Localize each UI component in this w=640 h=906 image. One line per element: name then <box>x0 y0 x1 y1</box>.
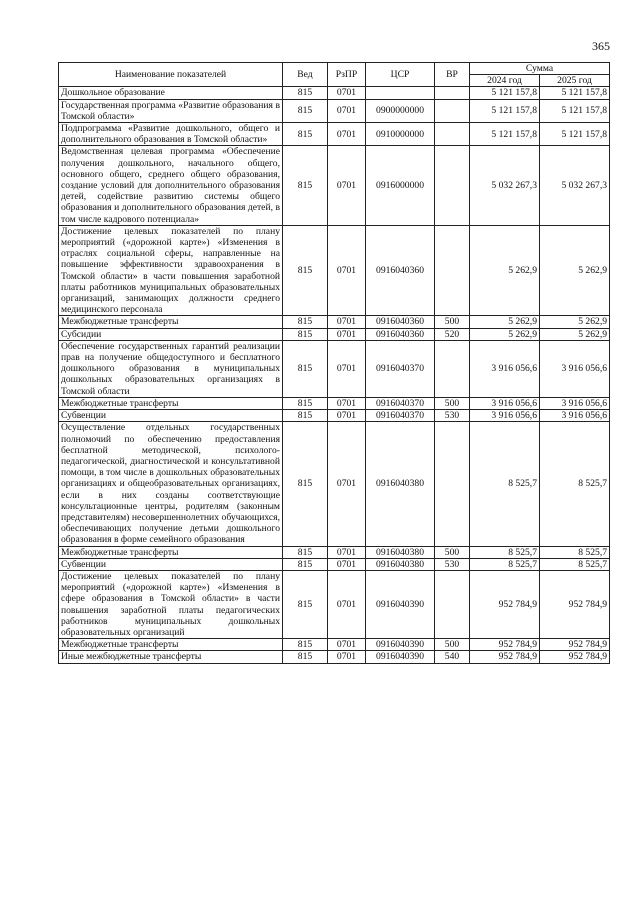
cell-name: Осуществление отдельных государственных полномочий по обеспечению предоставления бесплатной методической, психолого-педагогической, диагностической и консультативной помощи, в том числе в дошкольных образовательных организациях и общеобразовательных организациях, если в них созданы соответствующие консультационные центры, родителям (законным представителям) несовершеннолетних обучающихся, обеспечивающих получение детьми дошкольного образования в форме семейного образования <box>59 422 283 546</box>
cell-ved: 815 <box>283 225 328 316</box>
cell-ved: 815 <box>283 397 328 409</box>
cell-name: Подпрограмма «Развитие дошкольного, общего и дополнительного образования в Томской области» <box>59 123 283 146</box>
table-row <box>59 410 610 422</box>
cell-name: Межбюджетные трансферты <box>59 397 283 409</box>
cell-csr: 0916040370 <box>366 410 435 422</box>
cell-name: Ведомственная целевая программа «Обеспечение получения дошкольного, начального общего, основного общего, среднего общего образования, создание условий для дополнительного образования детей, содействие развитию системы общего образования и дополнительного образования детей, в том числе кадрового потенциала» <box>59 146 283 225</box>
cell-sum-2024: 3 916 056,6 <box>470 410 540 422</box>
cell-sum-2025: 5 262,9 <box>540 328 610 340</box>
cell-csr: 0916040360 <box>366 316 435 328</box>
cell-rzpr: 0701 <box>328 558 366 570</box>
cell-csr: 0916000000 <box>366 146 435 225</box>
cell-rzpr: 0701 <box>328 99 366 122</box>
cell-vr <box>435 99 470 122</box>
cell-ved: 815 <box>283 546 328 558</box>
cell-csr: 0916040360 <box>366 225 435 316</box>
table-row <box>59 651 610 663</box>
header-rzpr: РзПР <box>328 63 366 87</box>
cell-rzpr: 0701 <box>328 546 366 558</box>
cell-vr <box>435 225 470 316</box>
cell-name: Достижение целевых показателей по плану мероприятий («дорожной карте») «Изменения в отраслях социальной сферы, направленные на повышение эффективности здравоохранения в Томской области» в части повышения заработной платы работников муниципальных образовательных организаций, занимающих должности среднего медицинского персонала <box>59 225 283 316</box>
table-row <box>59 328 610 340</box>
cell-sum-2025: 5 262,9 <box>540 225 610 316</box>
cell-sum-2025: 952 784,9 <box>540 651 610 663</box>
cell-ved: 815 <box>283 316 328 328</box>
cell-ved: 815 <box>283 87 328 99</box>
cell-csr: 0916040370 <box>366 397 435 409</box>
cell-ved: 815 <box>283 558 328 570</box>
cell-sum-2025: 5 262,9 <box>540 316 610 328</box>
cell-name: Межбюджетные трансферты <box>59 639 283 651</box>
cell-vr <box>435 422 470 546</box>
cell-csr: 0900000000 <box>366 99 435 122</box>
table-row <box>59 639 610 651</box>
cell-sum-2025: 952 784,9 <box>540 570 610 638</box>
cell-sum-2024: 8 525,7 <box>470 422 540 546</box>
cell-sum-2025: 3 916 056,6 <box>540 340 610 397</box>
cell-csr: 0916040370 <box>366 340 435 397</box>
cell-rzpr: 0701 <box>328 639 366 651</box>
cell-sum-2024: 5 121 157,8 <box>470 99 540 122</box>
cell-sum-2025: 8 525,7 <box>540 422 610 546</box>
cell-rzpr: 0701 <box>328 146 366 225</box>
cell-rzpr: 0701 <box>328 410 366 422</box>
cell-sum-2024: 5 262,9 <box>470 328 540 340</box>
cell-csr <box>366 87 435 99</box>
header-csr: ЦСР <box>366 63 435 87</box>
table-row <box>59 570 610 638</box>
cell-ved: 815 <box>283 570 328 638</box>
cell-csr: 0916040380 <box>366 546 435 558</box>
cell-csr: 0916040390 <box>366 639 435 651</box>
cell-csr: 0916040380 <box>366 558 435 570</box>
cell-name: Субсидии <box>59 328 283 340</box>
cell-sum-2025: 8 525,7 <box>540 558 610 570</box>
cell-name: Иные межбюджетные трансферты <box>59 651 283 663</box>
cell-rzpr: 0701 <box>328 328 366 340</box>
cell-rzpr: 0701 <box>328 225 366 316</box>
cell-sum-2025: 5 032 267,3 <box>540 146 610 225</box>
cell-rzpr: 0701 <box>328 87 366 99</box>
cell-ved: 815 <box>283 340 328 397</box>
cell-sum-2024: 8 525,7 <box>470 558 540 570</box>
cell-sum-2024: 8 525,7 <box>470 546 540 558</box>
cell-vr <box>435 123 470 146</box>
cell-sum-2024: 5 121 157,8 <box>470 87 540 99</box>
table-row <box>59 422 610 546</box>
header-name: Наименование показателей <box>59 63 283 87</box>
cell-sum-2025: 3 916 056,6 <box>540 410 610 422</box>
header-sum: Сумма <box>470 63 610 75</box>
cell-sum-2024: 3 916 056,6 <box>470 397 540 409</box>
cell-sum-2024: 952 784,9 <box>470 639 540 651</box>
cell-ved: 815 <box>283 123 328 146</box>
cell-rzpr: 0701 <box>328 570 366 638</box>
cell-rzpr: 0701 <box>328 422 366 546</box>
cell-vr: 530 <box>435 558 470 570</box>
table-row <box>59 546 610 558</box>
cell-sum-2024: 5 262,9 <box>470 316 540 328</box>
cell-csr: 0916040390 <box>366 570 435 638</box>
cell-sum-2024: 952 784,9 <box>470 570 540 638</box>
budget-table <box>58 62 610 664</box>
table-row <box>59 123 610 146</box>
cell-sum-2025: 8 525,7 <box>540 546 610 558</box>
cell-sum-2025: 5 121 157,8 <box>540 99 610 122</box>
header-year-2025: 2025 год <box>540 75 610 87</box>
cell-vr <box>435 87 470 99</box>
cell-name: Обеспечение государственных гарантий реализации прав на получение общедоступного и бесплатного дошкольного образования в муниципальных дошкольных образовательных организациях в Томской области <box>59 340 283 397</box>
table-row <box>59 340 610 397</box>
cell-sum-2024: 5 121 157,8 <box>470 123 540 146</box>
cell-rzpr: 0701 <box>328 340 366 397</box>
cell-ved: 815 <box>283 328 328 340</box>
cell-ved: 815 <box>283 639 328 651</box>
table-row <box>59 146 610 225</box>
cell-csr: 0910000000 <box>366 123 435 146</box>
cell-vr <box>435 146 470 225</box>
cell-sum-2025: 5 121 157,8 <box>540 123 610 146</box>
cell-vr: 500 <box>435 316 470 328</box>
cell-rzpr: 0701 <box>328 123 366 146</box>
cell-vr: 500 <box>435 546 470 558</box>
table-row <box>59 225 610 316</box>
cell-name: Субвенции <box>59 410 283 422</box>
cell-ved: 815 <box>283 410 328 422</box>
cell-sum-2024: 3 916 056,6 <box>470 340 540 397</box>
cell-rzpr: 0701 <box>328 397 366 409</box>
cell-name: Субвенции <box>59 558 283 570</box>
table-row <box>59 99 610 122</box>
cell-vr <box>435 570 470 638</box>
cell-vr: 500 <box>435 639 470 651</box>
cell-name: Достижение целевых показателей по плану мероприятий («дорожной карте») «Изменения в сфере образования в Томской области» в части повышения заработной платы педагогических работников муниципальных дошкольных образовательных организаций <box>59 570 283 638</box>
cell-csr: 0916040390 <box>366 651 435 663</box>
cell-rzpr: 0701 <box>328 651 366 663</box>
cell-vr: 500 <box>435 397 470 409</box>
table-row <box>59 558 610 570</box>
cell-vr: 520 <box>435 328 470 340</box>
cell-ved: 815 <box>283 146 328 225</box>
cell-sum-2025: 5 121 157,8 <box>540 87 610 99</box>
table-row <box>59 87 610 99</box>
cell-ved: 815 <box>283 422 328 546</box>
cell-name: Государственная программа «Развитие образования в Томской области» <box>59 99 283 122</box>
table-row <box>59 316 610 328</box>
cell-rzpr: 0701 <box>328 316 366 328</box>
header-ved: Вед <box>283 63 328 87</box>
cell-name: Межбюджетные трансферты <box>59 316 283 328</box>
cell-name: Межбюджетные трансферты <box>59 546 283 558</box>
cell-sum-2025: 952 784,9 <box>540 639 610 651</box>
cell-sum-2024: 5 032 267,3 <box>470 146 540 225</box>
cell-csr: 0916040380 <box>366 422 435 546</box>
table-row <box>59 397 610 409</box>
header-vr: ВР <box>435 63 470 87</box>
page-number: 365 <box>592 39 610 53</box>
cell-vr <box>435 340 470 397</box>
header-year-2024: 2024 год <box>470 75 540 87</box>
cell-vr: 530 <box>435 410 470 422</box>
cell-csr: 0916040360 <box>366 328 435 340</box>
cell-ved: 815 <box>283 651 328 663</box>
cell-name: Дошкольное образование <box>59 87 283 99</box>
cell-ved: 815 <box>283 99 328 122</box>
cell-sum-2025: 3 916 056,6 <box>540 397 610 409</box>
cell-sum-2024: 5 262,9 <box>470 225 540 316</box>
cell-sum-2024: 952 784,9 <box>470 651 540 663</box>
cell-vr: 540 <box>435 651 470 663</box>
